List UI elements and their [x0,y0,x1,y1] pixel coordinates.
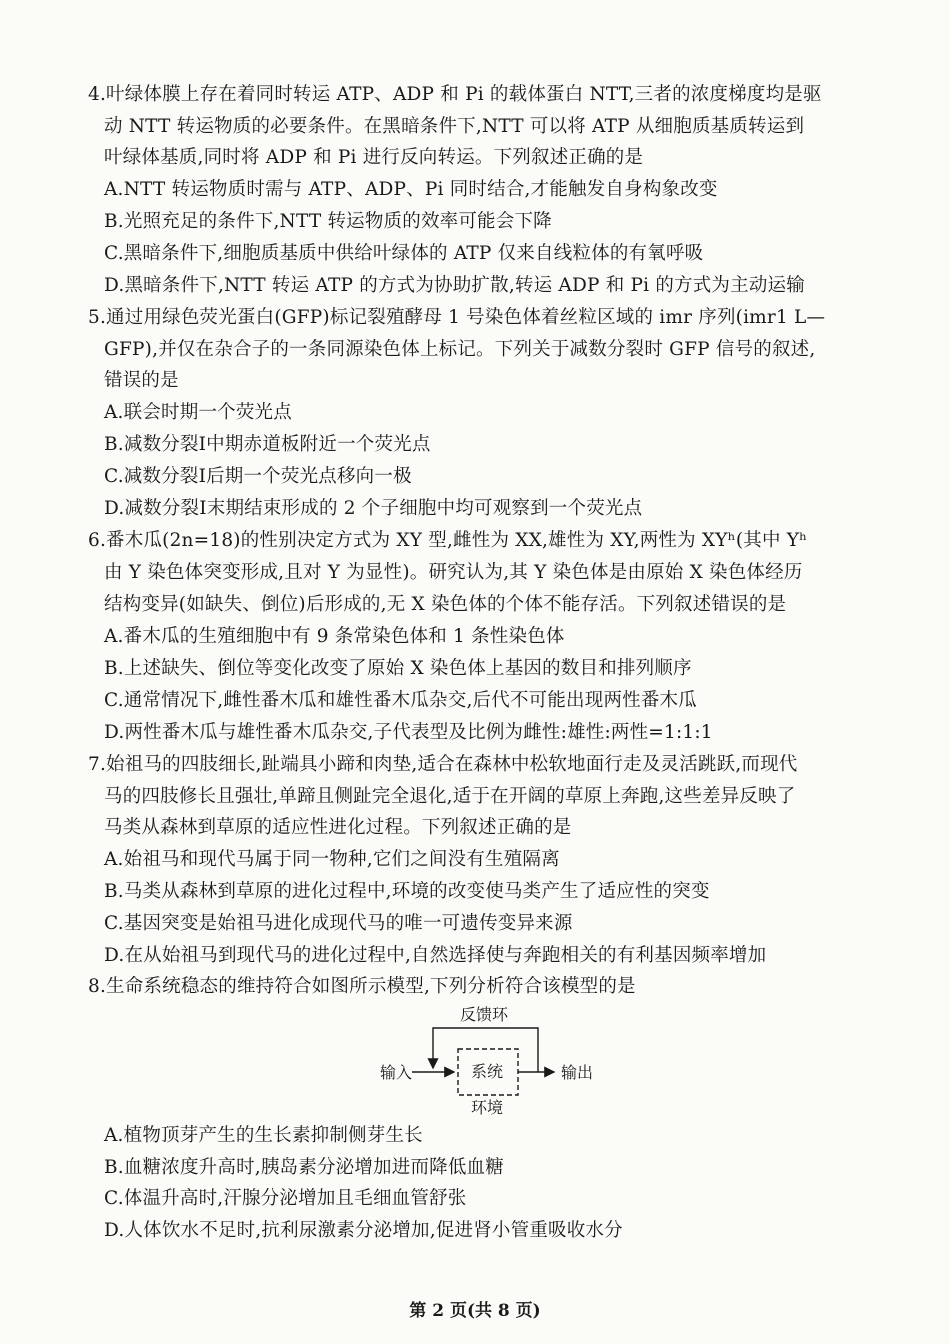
q7-stem-line-2: 马的四肢修长且强壮,单蹄且侧趾完全退化,适于在开阔的草原上奔跑,这些差异反映了 [104,786,796,807]
q6-option-c: C.通常情况下,雌性番木瓜和雄性番木瓜杂交,后代不可能出现两性番木瓜 [104,690,697,711]
q8-option-a: A.植物顶芽产生的生长素抑制侧芽生长 [104,1125,423,1146]
q4-option-b: B.光照充足的条件下,NTT 转运物质的效率可能会下降 [104,211,552,232]
q7-option-b: B.马类从森林到草原的进化过程中,环境的改变使马类产生了适应性的突变 [104,881,710,902]
input-label: 输入 [380,1063,413,1082]
q4-stem-line-3: 叶绿体基质,同时将 ADP 和 Pi 进行反向转运。下列叙述正确的是 [104,147,644,168]
q6-stem-line-2: 由 Y 染色体突变形成,且对 Y 为显性)。研究认为,其 Y 染色体是由原始 X 染色体经历 [104,562,803,583]
q6-stem-line-3: 结构变异(如缺失、倒位)后形成的,无 X 染色体的个体不能存活。下列叙述错误的是 [104,594,787,615]
q5-stem-line-1: 5.通过用绿色荧光蛋白(GFP)标记裂殖酵母 1 号染色体着丝粒区域的 imr 序列(imr1 L— [88,307,826,328]
q7-stem-line-3: 马类从森林到草原的适应性进化过程。下列叙述正确的是 [104,817,572,838]
system-label: 系统 [471,1062,504,1081]
q8-stem-line-1: 8.生命系统稳态的维持符合如图所示模型,下列分析符合该模型的是 [88,976,636,997]
page-number-footer: 第 2 页(共 8 页) [409,1301,541,1321]
q7-option-c: C.基因突变是始祖马进化成现代马的唯一可遗传变异来源 [104,913,573,934]
q5-option-d: D.减数分裂Ⅰ末期结束形成的 2 个子细胞中均可观察到一个荧光点 [104,498,643,519]
q4-stem-line-1: 4.叶绿体膜上存在着同时转运 ATP、ADP 和 Pi 的载体蛋白 NTT,三者的浓度梯度均是驱 [88,84,822,105]
q8-option-b: B.血糖浓度升高时,胰岛素分泌增加进而降低血糖 [104,1157,504,1178]
q6-option-d: D.两性番木瓜与雄性番木瓜杂交,子代表型及比例为雌性:雄性:两性=1:1:1 [104,722,713,743]
q5-stem-line-2: GFP),并仅在杂合子的一条同源染色体上标记。下列关于减数分裂时 GFP 信号的叙述, [104,339,816,360]
q5-stem-line-3: 错误的是 [104,370,179,391]
q7-option-a: A.始祖马和现代马属于同一物种,它们之间没有生殖隔离 [104,849,560,870]
feedback-loop-diagram [360,1000,620,1120]
q6-option-b: B.上述缺失、倒位等变化改变了原始 X 染色体上基因的数目和排列顺序 [104,658,692,679]
q5-option-c: C.减数分裂Ⅰ后期一个荧光点移向一极 [104,466,412,487]
q5-option-b: B.减数分裂Ⅰ中期赤道板附近一个荧光点 [104,434,431,455]
q4-option-a: A.NTT 转运物质时需与 ATP、ADP、Pi 同时结合,才能触发自身构象改变 [104,179,718,200]
feedback-loop-label: 反馈环 [460,1005,509,1024]
q8-option-d: D.人体饮水不足时,抗利尿激素分泌增加,促进肾小管重吸收水分 [104,1220,623,1241]
q4-option-c: C.黑暗条件下,细胞质基质中供给叶绿体的 ATP 仅来自线粒体的有氧呼吸 [104,243,704,264]
q8-option-c: C.体温升高时,汗腺分泌增加且毛细血管舒张 [104,1188,467,1209]
output-label: 输出 [561,1063,594,1082]
q5-option-a: A.联会时期一个荧光点 [104,402,292,423]
q7-stem-line-1: 7.始祖马的四肢细长,趾端具小蹄和肉垫,适合在森林中松软地面行走及灵活跳跃,而现代 [88,754,798,775]
environment-label: 环境 [471,1098,504,1117]
q7-option-d: D.在从始祖马到现代马的进化过程中,自然选择使与奔跑相关的有利基因频率增加 [104,945,767,966]
q6-option-a: A.番木瓜的生殖细胞中有 9 条常染色体和 1 条性染色体 [104,626,565,647]
q4-option-d: D.黑暗条件下,NTT 转运 ATP 的方式为协助扩散,转运 ADP 和 Pi 的方式为主动运输 [104,275,805,296]
q6-stem-line-1: 6.番木瓜(2n=18)的性别决定方式为 XY 型,雌性为 XX,雄性为 XY,两性为 XYʰ(其中 Yʰ [88,530,808,551]
q4-stem-line-2: 动 NTT 转运物质的必要条件。在黑暗条件下,NTT 可以将 ATP 从细胞质基质转运到 [104,116,805,137]
